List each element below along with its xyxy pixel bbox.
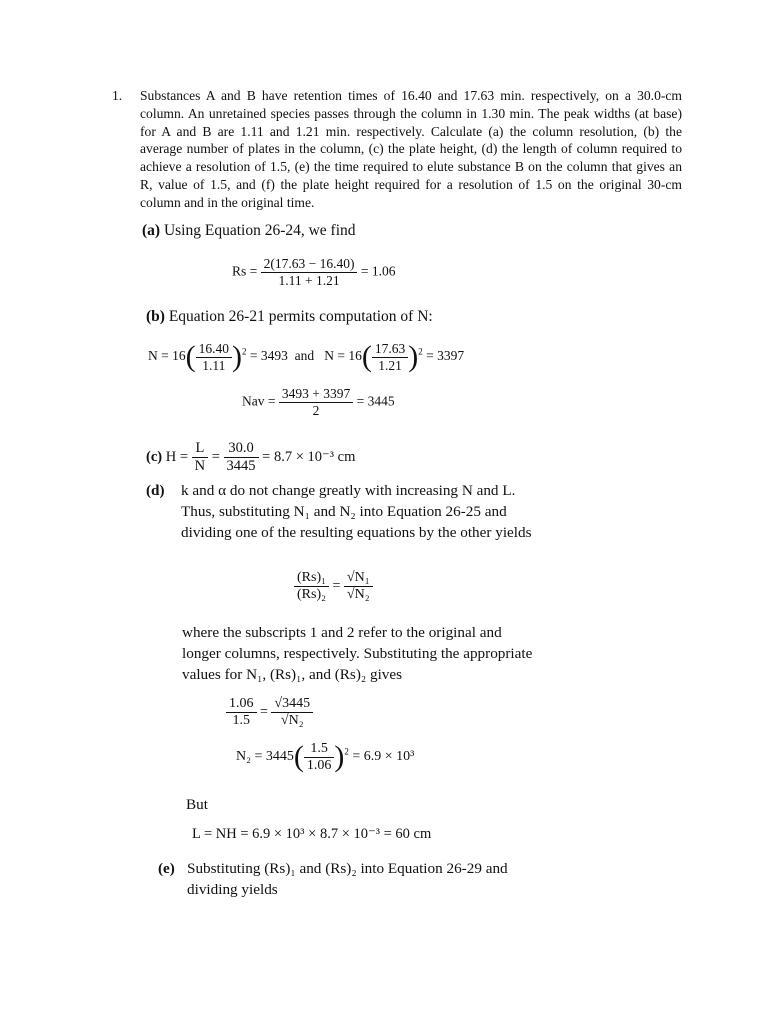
plates2-result: = 3397 [426,348,465,364]
resolution-lhs: Rs = [232,263,258,279]
part-d-paragraph [146,480,536,543]
problem-text: Substances A and B have retention times of 16.40 and 17.63 min. respectively, on a 30.0-cm column. An unretained species passes through the column in 1.30 min. The peak widths (at base) for A and B are 1.11 and 1.21 min. respectively. Calculate (a) the column resolution, (b) the average number of plates in the column, (c) the plate height, (d) the length of column required to achieve a resolution of 1.5, (e) the time required to elute substance B on the column that gives an R, value of 1.5, and (f) the plate height required for a resolution of 1.5 on the original 30-cm column and in the original time. [140,88,682,210]
plates1-numerator: 16.40 [196,341,232,358]
problem-statement [112,87,682,212]
plates1-lhs: N = 16 [148,348,186,364]
part-b-label: (b) [146,308,165,325]
sqrt-numerator: √N₁ [344,570,373,587]
part-e-text: Substituting (Rs)₁ and (Rs)₂ into Equation 26-29 and dividing yields [187,860,508,898]
height-fraction-2 [224,440,259,475]
height-lhs: H = [165,448,188,465]
n2-result: = 6.9 × 10³ [352,749,415,765]
plates1-denominator: 1.11 [202,357,226,373]
part-a-label: (a) [142,222,161,239]
resolution-numerator: 2(17.63 − 16.40) [261,256,358,273]
height-fraction-1 [192,440,208,475]
but-text: But [186,796,208,813]
n2-denominator: 1.06 [306,757,332,773]
height-result: = 8.7 × 10⁻³ cm [262,448,356,465]
equation-length: L = NH = 6.9 × 10³ × 8.7 × 10⁻³ = 60 cm [192,826,432,842]
ratio-numerator: (Rs)₁ [294,570,329,587]
n2-numerator: 1.5 [304,741,335,758]
part-b-text: Equation 26-21 permits computation of N: [168,308,433,325]
plates2-lhs: N = 16 [324,348,362,364]
paren-open-icon: ( [293,740,304,773]
square-exponent: 2 [418,346,423,357]
sub-denominator: 1.5 [232,713,250,728]
square-exponent: 2 [344,746,349,757]
height-f1-denominator: N [194,458,206,474]
height-f1-numerator: L [192,440,208,458]
sub-root-denominator: √N₂ [280,713,304,728]
part-c-label: (c) [146,448,163,465]
paren-close-icon: ) [408,340,419,373]
problem-number: 1. [112,88,123,103]
n2-lhs: N₂ = 3445 [236,749,294,765]
paren-open-icon: ( [185,340,196,373]
plates2-numerator: 17.63 [372,341,408,358]
paren-close-icon: ) [232,340,242,373]
ratio-fraction [294,570,329,603]
plates1-fraction [196,341,232,374]
ratio-eq: = [332,578,341,594]
sub-eq: = [260,704,268,720]
equation-plates [148,340,464,374]
resolution-fraction [261,256,358,289]
equation-n2 [236,740,414,774]
equation-substitution [226,696,313,729]
part-e-label: (e) [158,860,175,877]
sqrt-denominator: √N₂ [346,587,370,602]
height-f2-denominator: 3445 [226,458,256,474]
resolution-result: = 1.06 [360,263,396,279]
equation-ratio [294,570,373,603]
nav-result: = 3445 [356,393,395,409]
paren-open-icon: ( [361,340,372,373]
part-a-text: Using Equation 26-24, we find [163,222,356,239]
resolution-denominator: 1.11 + 1.21 [278,273,340,288]
nav-fraction [279,386,353,419]
ratio-denominator: (Rs)₂ [297,587,326,602]
part-b-heading [146,308,433,326]
n2-fraction [304,741,335,774]
plates1-result: = 3493 [249,348,288,364]
plates2-fraction [372,341,408,374]
plates2-denominator: 1.21 [378,357,402,373]
nav-denominator: 2 [312,403,320,418]
sub-root-numerator: √3445 [271,696,313,713]
part-e-paragraph [158,858,558,900]
sub-numerator: 1.06 [226,696,257,713]
sqrt-fraction [344,570,373,603]
paren-close-icon: ) [334,740,345,773]
height-eq: = [211,448,220,465]
sub-fraction [226,696,257,729]
part-d-text: k and α do not change greatly with increasing N and L. Thus, substituting N₁ and N₂ into Equation 26-25 and dividing one of the resulting equations by the other yields [181,482,532,541]
plates-and: and [294,348,315,364]
equation-resolution [232,256,395,289]
nav-numerator: 3493 + 3397 [279,386,353,403]
sub-root-fraction [271,696,313,729]
part-d-label: (d) [146,482,165,499]
square-exponent: 2 [242,346,247,357]
part-a-heading [142,222,356,240]
height-f2-numerator: 30.0 [224,440,259,458]
nav-lhs: Nav = [242,393,276,409]
equation-nav [242,386,395,419]
equation-plate-height [146,440,355,475]
part-d-paragraph-2: where the subscripts 1 and 2 refer to the original and longer columns, respectively. Substituting the appropriate values for N₁, (Rs)₁, and (Rs)₂ gives [182,624,533,683]
